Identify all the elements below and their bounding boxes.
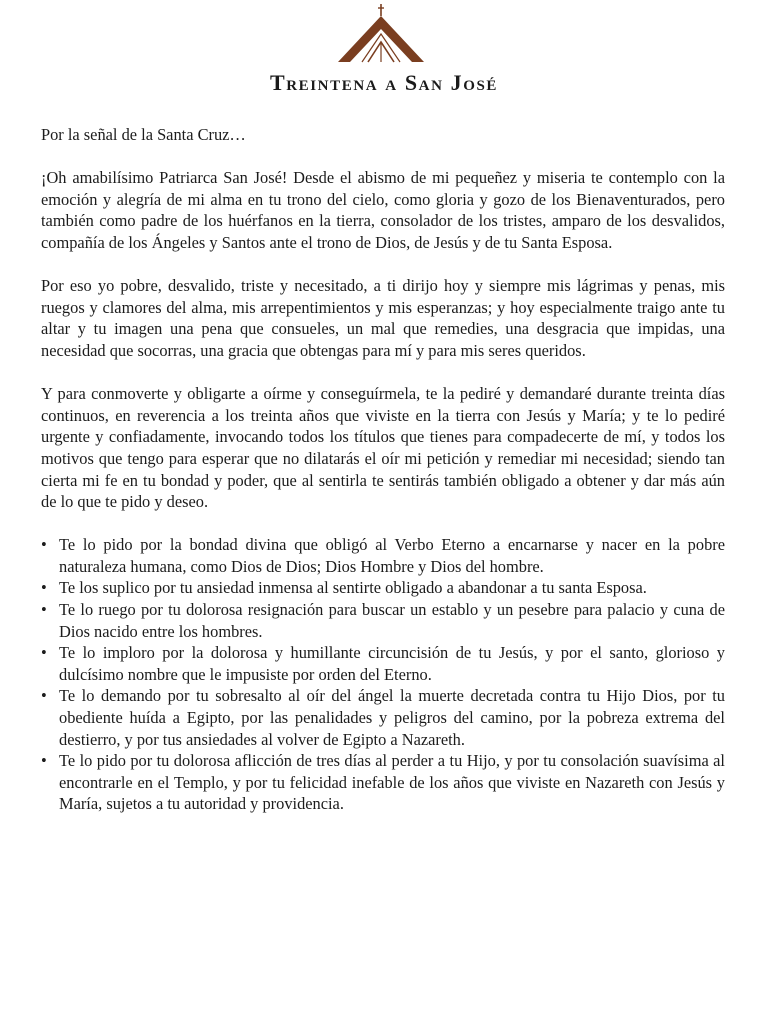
petition-list (41, 534, 725, 815)
list-item-text: Te lo imploro por la dolorosa y humillante circuncisión de tu Jesús, y por el santo, glorioso y dulcísimo nombre que le impusiste por orden del Eterno. (59, 643, 725, 684)
church-roof-icon (338, 4, 424, 64)
bullet-icon: • (41, 643, 47, 663)
bullet-icon: • (41, 600, 47, 620)
paragraph: Y para conmoverte y obligarte a oírme y conseguírmela, te la pediré y demandaré durante treinta días continuos, en reverencia a los treinta años que viviste en la tierra con Jesús y María; y te lo pediré urgente y confiadamente, invocando todos los títulos que tienes para compadecerte de mí, y todos los motivos que tengo para esperar que no dilatarás el oír mi petición y remediar mi necesidad; siendo tan cierta mi fe en tu bondad y poder, que al sentirla te sentirás también obligado a obtener y dar más aún de lo que te pido y deseo. (41, 384, 725, 512)
page-title: Treintena a San José (269, 70, 499, 95)
list-item (41, 685, 725, 750)
list-item (41, 577, 725, 599)
prayer-text (41, 124, 725, 815)
list-item (41, 750, 725, 815)
bullet-icon: • (41, 751, 47, 771)
bullet-icon: • (41, 578, 47, 598)
paragraph: Por eso yo pobre, desvalido, triste y necesitado, a ti dirijo hoy y siempre mis lágrimas y penas, mis ruegos y clamores del alma, mis arrepentimientos y mis esperanzas; y hoy especialmente traigo ante tu altar y tu imagen una pena que consueles, un mal que remedies, una desgracia que impidas, una necesidad que socorras, una gracia que obtengas para mí y para mis seres queridos. (41, 276, 725, 360)
list-item-text: Te lo pido por tu dolorosa aflicción de tres días al perder a tu Hijo, y por tu consolación suavísima al encontrarle en el Templo, y por tu felicidad inefable de los años que viviste en Nazareth con Jesús y María, sujetos a tu autoridad y providencia. (59, 751, 725, 814)
list-item (41, 534, 725, 577)
list-item (41, 599, 725, 642)
paragraph: ¡Oh amabilísimo Patriarca San José! Desde el abismo de mi pequeñez y miseria te contemplo con la emoción y alegría de mi alma en tu trono del cielo, como gloria y gozo de los Bienaventurados, pero también como padre de los huérfanos en la tierra, consolador de los tristes, amparo de los desvalidos, compañía de los Ángeles y Santos ante el trono de Dios, de Jesús y de tu Santa Esposa. (41, 168, 725, 252)
bullet-icon: • (41, 535, 47, 555)
list-item-text: Te lo pido por la bondad divina que obligó al Verbo Eterno a encarnarse y nacer en la pobre naturaleza humana, como Dios de Dios; Dios Hombre y Dios del hombre. (59, 535, 725, 576)
bullet-icon: • (41, 686, 47, 706)
list-item-text: Te los suplico por tu ansiedad inmensa al sentirte obligado a abandonar a tu santa Esposa. (59, 578, 647, 598)
opening-line: Por la señal de la Santa Cruz… (41, 125, 246, 144)
list-item (41, 642, 725, 685)
list-item-text: Te lo ruego por tu dolorosa resignación para buscar un establo y un pesebre para palacio y cuna de Dios nacido entre los hombres. (59, 600, 725, 641)
list-item-text: Te lo demando por tu sobresalto al oír del ángel la muerte decretada contra tu Hijo Dios, por tu obediente huída a Egipto, por las penalidades y peligros del camino, por la pobreza extrema del destierro, y por tus ansiedades al volver de Egipto a Nazareth. (59, 686, 725, 749)
